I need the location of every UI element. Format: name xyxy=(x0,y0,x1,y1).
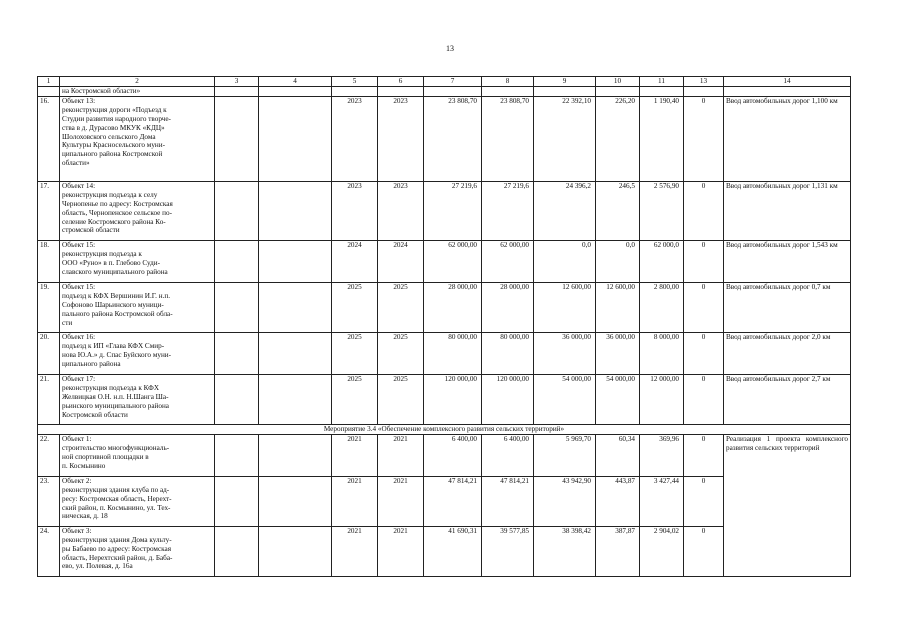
object-title: Объект 1: xyxy=(62,434,92,443)
funding-total: 120 000,00 xyxy=(482,374,534,424)
cell-col4 xyxy=(259,374,332,424)
column-header: 14 xyxy=(724,77,851,87)
object-line: подъезд к КФХ Вершинин И.Г. н.п. xyxy=(62,291,170,300)
funding-regional: 443,87 xyxy=(596,476,640,526)
object-line: пального района Костромской обла- xyxy=(62,309,173,318)
table-row xyxy=(38,434,851,476)
object-line: реконструкция подъезда к xyxy=(62,249,142,258)
object-line: ры Бабаево по адресу: Костромская xyxy=(62,544,172,553)
object-line: п. Космынино xyxy=(62,461,106,470)
cell-col3 xyxy=(215,526,259,576)
result-cell: Ввод автомобильных дорог 0,7 км xyxy=(724,282,851,332)
object-line: реконструкция здания Дома культу- xyxy=(62,535,172,544)
object-line: ООО «Руно» в п. Глебово Суди- xyxy=(62,258,161,267)
row-index: 21. xyxy=(38,374,60,424)
object-line: ципального района xyxy=(62,359,121,368)
table-row xyxy=(38,240,851,282)
end-year: 2025 xyxy=(378,282,424,332)
cell-col4 xyxy=(259,240,332,282)
cost-total: 41 690,31 xyxy=(424,526,482,576)
column-header: 10 xyxy=(596,77,640,87)
object-title: Объект 16: xyxy=(62,332,96,341)
cost-total: 23 808,70 xyxy=(424,96,482,181)
funding-total: 27 219,6 xyxy=(482,181,534,240)
object-line: реконструкция дороги «Подъезд к xyxy=(62,105,167,114)
column-header: 8 xyxy=(482,77,534,87)
object-line: Чернопенье по адресу: Костромская xyxy=(62,199,173,208)
object-line: Студии развития народного творче- xyxy=(62,114,171,123)
start-year: 2025 xyxy=(332,282,378,332)
row-index: 24. xyxy=(38,526,60,576)
funding-regional: 54 000,00 xyxy=(596,374,640,424)
cell-col3 xyxy=(215,476,259,526)
end-year: 2024 xyxy=(378,240,424,282)
column-header: 1 xyxy=(38,77,60,87)
object-description xyxy=(60,374,215,424)
row-index: 17. xyxy=(38,181,60,240)
object-line: реконструкция здания клуба по ад- xyxy=(62,485,170,494)
funding-other: 0 xyxy=(684,332,724,374)
funding-other: 0 xyxy=(684,476,724,526)
funding-federal: 0,0 xyxy=(534,240,596,282)
result-cell: Ввод автомобильных дорог 2,7 км xyxy=(724,374,851,424)
object-line: реконструкция подъезда к КФХ xyxy=(62,383,160,392)
start-year: 2021 xyxy=(332,434,378,476)
cell-col4 xyxy=(259,434,332,476)
funding-regional: 60,34 xyxy=(596,434,640,476)
program-table xyxy=(37,76,851,577)
funding-local: 2 576,90 xyxy=(640,181,684,240)
object-line: стромской области xyxy=(62,226,120,235)
object-line: строительство многофункциональ- xyxy=(62,443,170,452)
object-line: ства в д. Дурасово МКУК «КДЦ» xyxy=(62,123,165,132)
funding-total: 62 000,00 xyxy=(482,240,534,282)
start-year: 2024 xyxy=(332,240,378,282)
start-year: 2025 xyxy=(332,374,378,424)
object-line: Костромской области xyxy=(62,410,128,419)
end-year: 2023 xyxy=(378,181,424,240)
object-description xyxy=(60,526,215,576)
cell-col3 xyxy=(215,434,259,476)
funding-local: 369,96 xyxy=(640,434,684,476)
object-title: Объект 3: xyxy=(62,526,92,535)
cell-col3 xyxy=(215,374,259,424)
cell-col4 xyxy=(259,96,332,181)
end-year: 2025 xyxy=(378,332,424,374)
result-cell: Ввод автомобильных дорог 1,543 км xyxy=(724,240,851,282)
funding-local: 62 000,0 xyxy=(640,240,684,282)
funding-federal: 36 000,00 xyxy=(534,332,596,374)
object-line: ский район, п. Космынино, ул. Тех- xyxy=(62,503,171,512)
object-title: Объект 17: xyxy=(62,374,96,383)
object-line: ническая, д. 18 xyxy=(62,512,108,521)
funding-local: 2 904,02 xyxy=(640,526,684,576)
object-line: селение Костромского района Ко- xyxy=(62,217,166,226)
result-cell: Ввод автомобильных дорог 1,131 км xyxy=(724,181,851,240)
object-line: Софоново Шарьинского муници- xyxy=(62,300,164,309)
object-line: ево, ул. Полевая, д. 16а xyxy=(62,562,133,571)
funding-other: 0 xyxy=(684,526,724,576)
funding-regional: 0,0 xyxy=(596,240,640,282)
funding-other: 0 xyxy=(684,240,724,282)
object-description xyxy=(60,96,215,181)
object-line: нова Ю.А.» д. Спас Буйского муни- xyxy=(62,350,172,359)
index-cell xyxy=(38,87,60,97)
object-line: Культуры Красносельского муни- xyxy=(62,141,165,150)
table-row xyxy=(38,181,851,240)
column-header: 4 xyxy=(259,77,332,87)
start-year: 2023 xyxy=(332,181,378,240)
funding-other: 0 xyxy=(684,282,724,332)
row-index: 16. xyxy=(38,96,60,181)
cell-col3 xyxy=(215,332,259,374)
object-line: сти xyxy=(62,318,73,327)
column-header: 3 xyxy=(215,77,259,87)
funding-other: 0 xyxy=(684,181,724,240)
column-header: 6 xyxy=(378,77,424,87)
funding-regional: 226,20 xyxy=(596,96,640,181)
row-index: 19. xyxy=(38,282,60,332)
end-year: 2023 xyxy=(378,96,424,181)
cell-col4 xyxy=(259,526,332,576)
end-year: 2021 xyxy=(378,526,424,576)
column-header: 7 xyxy=(424,77,482,87)
measure-title: Мероприятие 3.4 «Обеспечение комплексного развития сельских территорий» xyxy=(38,424,851,434)
funding-regional: 36 000,00 xyxy=(596,332,640,374)
start-year: 2021 xyxy=(332,526,378,576)
cell-col4 xyxy=(259,282,332,332)
object-line: ципального района Костромской xyxy=(62,150,163,159)
column-header: 5 xyxy=(332,77,378,87)
object-description xyxy=(60,476,215,526)
measure-row xyxy=(38,424,851,434)
table-row xyxy=(38,96,851,181)
funding-federal: 54 000,00 xyxy=(534,374,596,424)
row-index: 23. xyxy=(38,476,60,526)
end-year: 2021 xyxy=(378,476,424,526)
funding-other: 0 xyxy=(684,434,724,476)
column-header: 11 xyxy=(640,77,684,87)
funding-total: 39 577,85 xyxy=(482,526,534,576)
object-description xyxy=(60,181,215,240)
funding-local: 1 190,40 xyxy=(640,96,684,181)
funding-regional: 12 600,00 xyxy=(596,282,640,332)
column-header: 9 xyxy=(534,77,596,87)
funding-total: 80 000,00 xyxy=(482,332,534,374)
cell-col3 xyxy=(215,96,259,181)
cell-col4 xyxy=(259,181,332,240)
object-line: реконструкция подъезда к селу xyxy=(62,190,158,199)
start-year: 2021 xyxy=(332,476,378,526)
object-line: области» xyxy=(62,159,90,168)
funding-federal: 43 942,90 xyxy=(534,476,596,526)
column-header: 13 xyxy=(684,77,724,87)
row-index: 18. xyxy=(38,240,60,282)
continuation-text: на Костромской области» xyxy=(60,87,215,97)
object-title: Объект 15: xyxy=(62,282,96,291)
object-line: славского муниципального района xyxy=(62,267,168,276)
row-index: 20. xyxy=(38,332,60,374)
funding-local: 2 800,00 xyxy=(640,282,684,332)
cell-col3 xyxy=(215,240,259,282)
object-description xyxy=(60,240,215,282)
table-row xyxy=(38,282,851,332)
continuation-row xyxy=(38,87,851,97)
funding-federal: 12 600,00 xyxy=(534,282,596,332)
cost-total: 28 000,00 xyxy=(424,282,482,332)
column-header: 2 xyxy=(60,77,215,87)
result-cell: Ввод автомобильных дорог 2,0 км xyxy=(724,332,851,374)
object-line: область, Чернопенское сельское по- xyxy=(62,208,172,217)
cell-col3 xyxy=(215,282,259,332)
object-line: ной спортивной площадки в xyxy=(62,452,149,461)
end-year: 2025 xyxy=(378,374,424,424)
funding-total: 28 000,00 xyxy=(482,282,534,332)
cost-total: 6 400,00 xyxy=(424,434,482,476)
object-line: Шолоховского сельского Дома xyxy=(62,132,156,141)
cost-total: 47 814,21 xyxy=(424,476,482,526)
object-description xyxy=(60,434,215,476)
object-line: рьинского муниципального района xyxy=(62,401,169,410)
object-title: Объект 14: xyxy=(62,181,96,190)
page-number: 13 xyxy=(446,44,454,53)
funding-local: 8 000,00 xyxy=(640,332,684,374)
result-cell: Ввод автомобильных дорог 1,100 км xyxy=(724,96,851,181)
cost-total: 80 000,00 xyxy=(424,332,482,374)
start-year: 2023 xyxy=(332,96,378,181)
funding-regional: 387,87 xyxy=(596,526,640,576)
object-description xyxy=(60,282,215,332)
start-year: 2025 xyxy=(332,332,378,374)
table-row xyxy=(38,332,851,374)
row-index: 22. xyxy=(38,434,60,476)
cell-col4 xyxy=(259,332,332,374)
object-line: ресу: Костромская область, Нерехт- xyxy=(62,494,172,503)
object-title: Объект 13: xyxy=(62,96,96,105)
object-title: Объект 2: xyxy=(62,476,92,485)
funding-total: 47 814,21 xyxy=(482,476,534,526)
object-title: Объект 15: xyxy=(62,240,96,249)
funding-total: 6 400,00 xyxy=(482,434,534,476)
funding-total: 23 808,70 xyxy=(482,96,534,181)
cell-col4 xyxy=(259,476,332,526)
funding-regional: 246,5 xyxy=(596,181,640,240)
funding-federal: 38 398,42 xyxy=(534,526,596,576)
cost-total: 27 219,6 xyxy=(424,181,482,240)
cost-total: 62 000,00 xyxy=(424,240,482,282)
funding-other: 0 xyxy=(684,374,724,424)
column-header-row xyxy=(38,77,851,87)
funding-federal: 22 392,10 xyxy=(534,96,596,181)
cost-total: 120 000,00 xyxy=(424,374,482,424)
end-year: 2021 xyxy=(378,434,424,476)
table-row xyxy=(38,374,851,424)
object-description xyxy=(60,332,215,374)
funding-federal: 5 969,70 xyxy=(534,434,596,476)
funding-other: 0 xyxy=(684,96,724,181)
result-cell: Реализация 1 проекта комплексного развития сельских территорий xyxy=(724,434,851,576)
object-line: подъезд к ИП «Глава КФХ Смир- xyxy=(62,341,165,350)
funding-local: 3 427,44 xyxy=(640,476,684,526)
funding-local: 12 000,00 xyxy=(640,374,684,424)
cell-col3 xyxy=(215,181,259,240)
object-line: область, Нерехтский район, д. Баба- xyxy=(62,553,173,562)
funding-federal: 24 396,2 xyxy=(534,181,596,240)
object-line: Желвицкая О.Н. н.п. Н.Шанга Ша- xyxy=(62,392,169,401)
